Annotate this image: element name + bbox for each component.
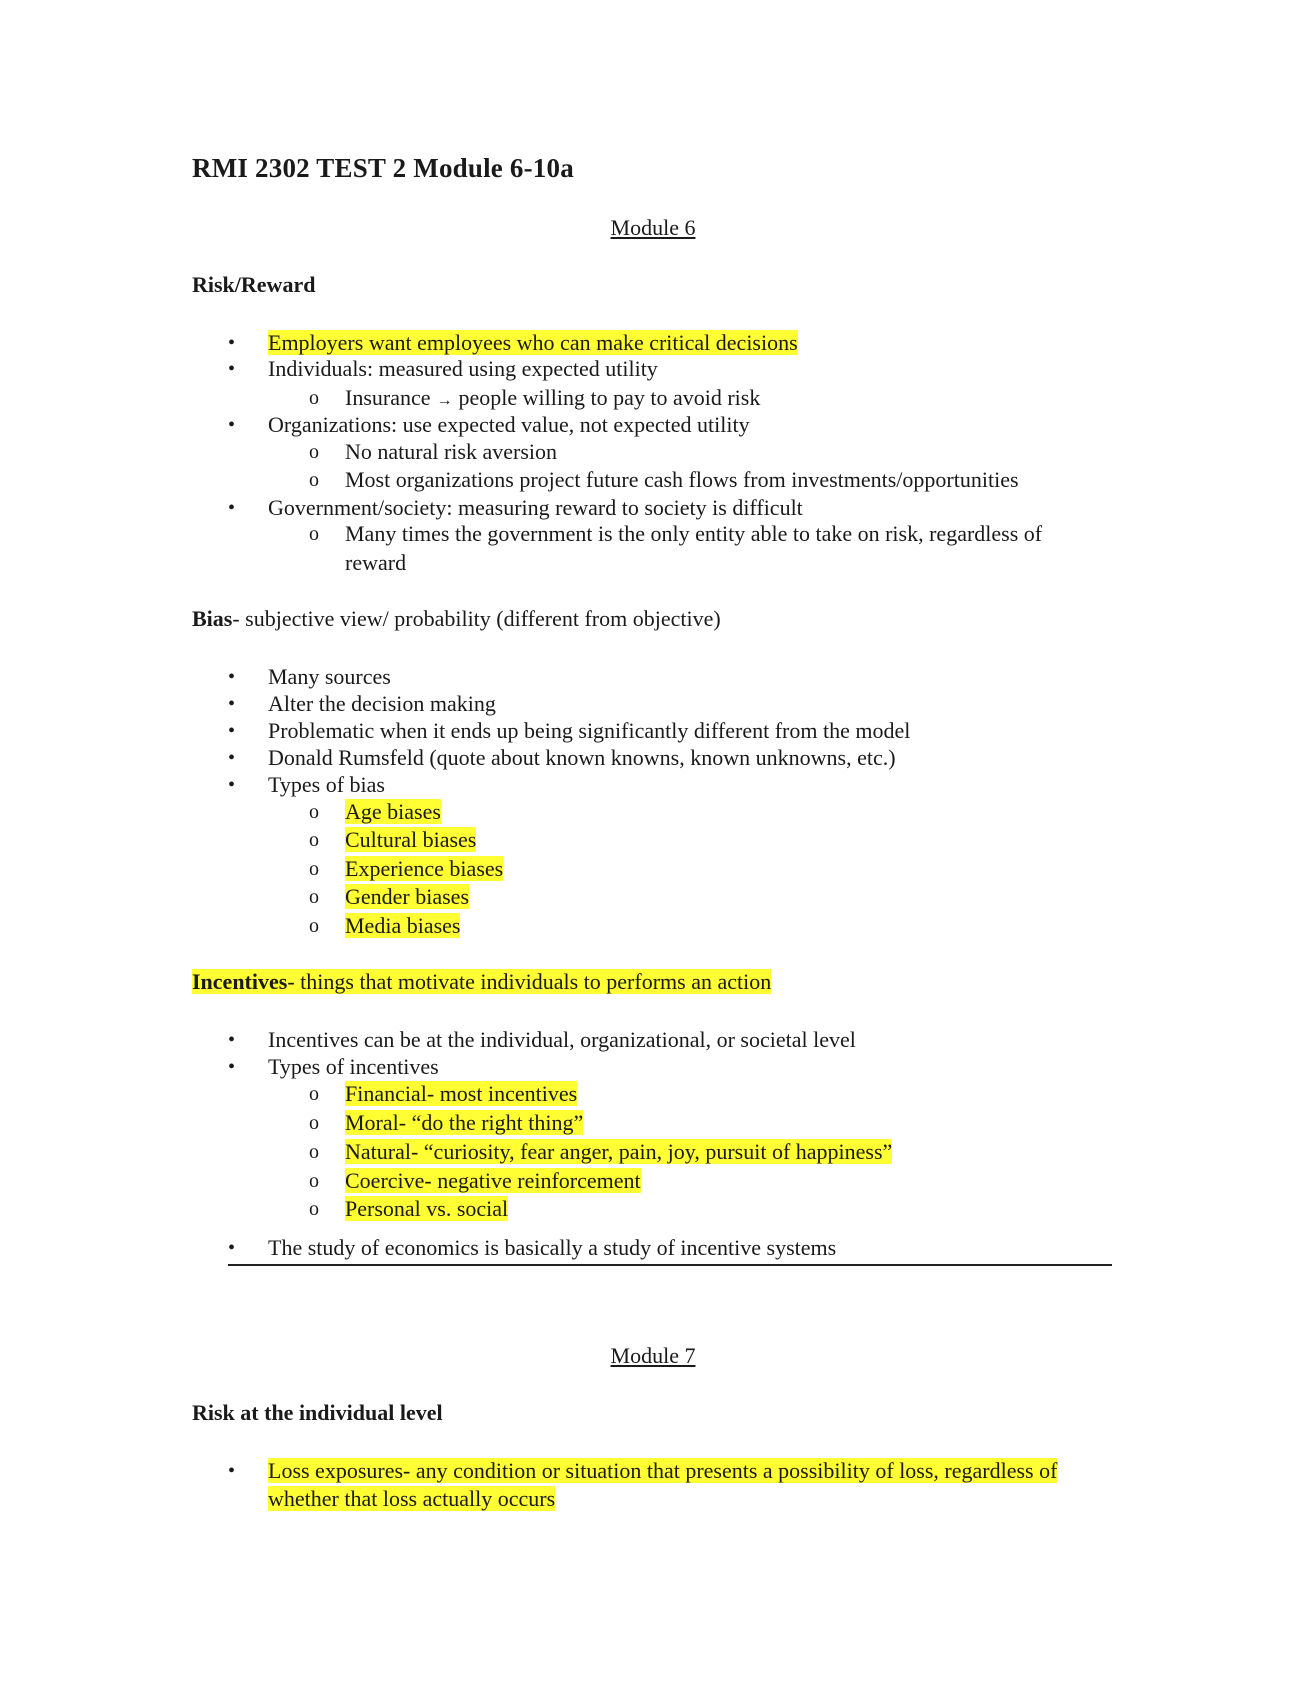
list-item: Coercive- negative reinforcement [345,1168,641,1193]
list-item: Types of bias [268,772,385,797]
bullet-marker: • [228,497,236,519]
list-item: Financial- most incentives [345,1081,578,1106]
risk-reward-heading: Risk/Reward [192,272,316,297]
bullet-marker: • [228,1029,236,1051]
sub-bullet-marker: o [309,1112,319,1134]
sub-bullet-marker: o [309,1083,319,1105]
list-item: The study of economics is basically a study of incentive systems [268,1235,837,1260]
module-6-heading: Module 6 [610,215,696,240]
list-item: Problematic when it ends up being significantly different from the model [268,718,911,743]
list-item: Government/society: measuring reward to society is difficult [268,495,803,520]
sub-bullet-marker: o [309,801,319,823]
bullet-marker: • [228,1056,236,1078]
bullet-marker: • [228,358,236,380]
list-item: Most organizations project future cash flows from investments/opportunities [345,467,1019,492]
list-item: Loss exposures- any condition or situation that presents a possibility of loss, regardless of [268,1458,1058,1483]
horizontal-rule [228,1264,1112,1266]
sub-bullet-marker: o [309,1141,319,1163]
list-item: Age biases [345,799,441,824]
list-item: Personal vs. social [345,1196,509,1221]
bullet-marker: • [228,774,236,796]
list-item: Cultural biases [345,827,477,852]
incentives-definition: Incentives- things that motivate individuals to performs an action [192,969,772,994]
list-item: Alter the decision making [268,691,496,716]
list-item: Insurance → people willing to pay to avoid risk [345,385,761,410]
list-item: Individuals: measured using expected utility [268,356,658,381]
list-item: Media biases [345,913,461,938]
bullet-marker: • [228,693,236,715]
sub-bullet-marker: o [309,1198,319,1220]
list-item: Natural- “curiosity, fear anger, pain, joy, pursuit of happiness” [345,1139,893,1164]
list-item: Organizations: use expected value, not expected utility [268,412,750,437]
bullet-marker: • [228,1237,236,1259]
sub-bullet-marker: o [309,915,319,937]
list-item: Incentives can be at the individual, organizational, or societal level [268,1027,856,1052]
bias-definition: Bias- subjective view/ probability (different from objective) [192,606,721,631]
list-item: Donald Rumsfeld (quote about known knowns, known unknowns, etc.) [268,745,896,770]
sub-bullet-marker: o [309,441,319,463]
sub-bullet-marker: o [309,469,319,491]
sub-bullet-marker: o [309,858,319,880]
sub-bullet-marker: o [309,523,319,545]
list-item: No natural risk aversion [345,439,557,464]
list-item: Many sources [268,664,391,689]
list-item: Moral- “do the right thing” [345,1110,584,1135]
bullet-marker: • [228,414,236,436]
list-item-continuation: whether that loss actually occurs [268,1486,556,1511]
bullet-marker: • [228,747,236,769]
sub-bullet-marker: o [309,1170,319,1192]
module-7-heading: Module 7 [610,1343,696,1368]
list-item: Many times the government is the only entity able to take on risk, regardless of [345,521,1043,546]
list-item: Types of incentives [268,1054,439,1079]
list-item: Gender biases [345,884,470,909]
sub-bullet-marker: o [309,886,319,908]
right-arrow-icon: → [436,392,453,409]
bullet-marker: • [228,1460,236,1482]
sub-bullet-marker: o [309,387,319,409]
list-item: Experience biases [345,856,504,881]
bullet-marker: • [228,720,236,742]
list-item-continuation: reward [345,550,407,575]
list-item: Employers want employees who can make critical decisions [268,330,798,355]
bullet-marker: • [228,666,236,688]
bullet-marker: • [228,332,236,354]
individual-risk-heading: Risk at the individual level [192,1400,443,1425]
sub-bullet-marker: o [309,829,319,851]
document-title: RMI 2302 TEST 2 Module 6-10a [192,153,574,183]
